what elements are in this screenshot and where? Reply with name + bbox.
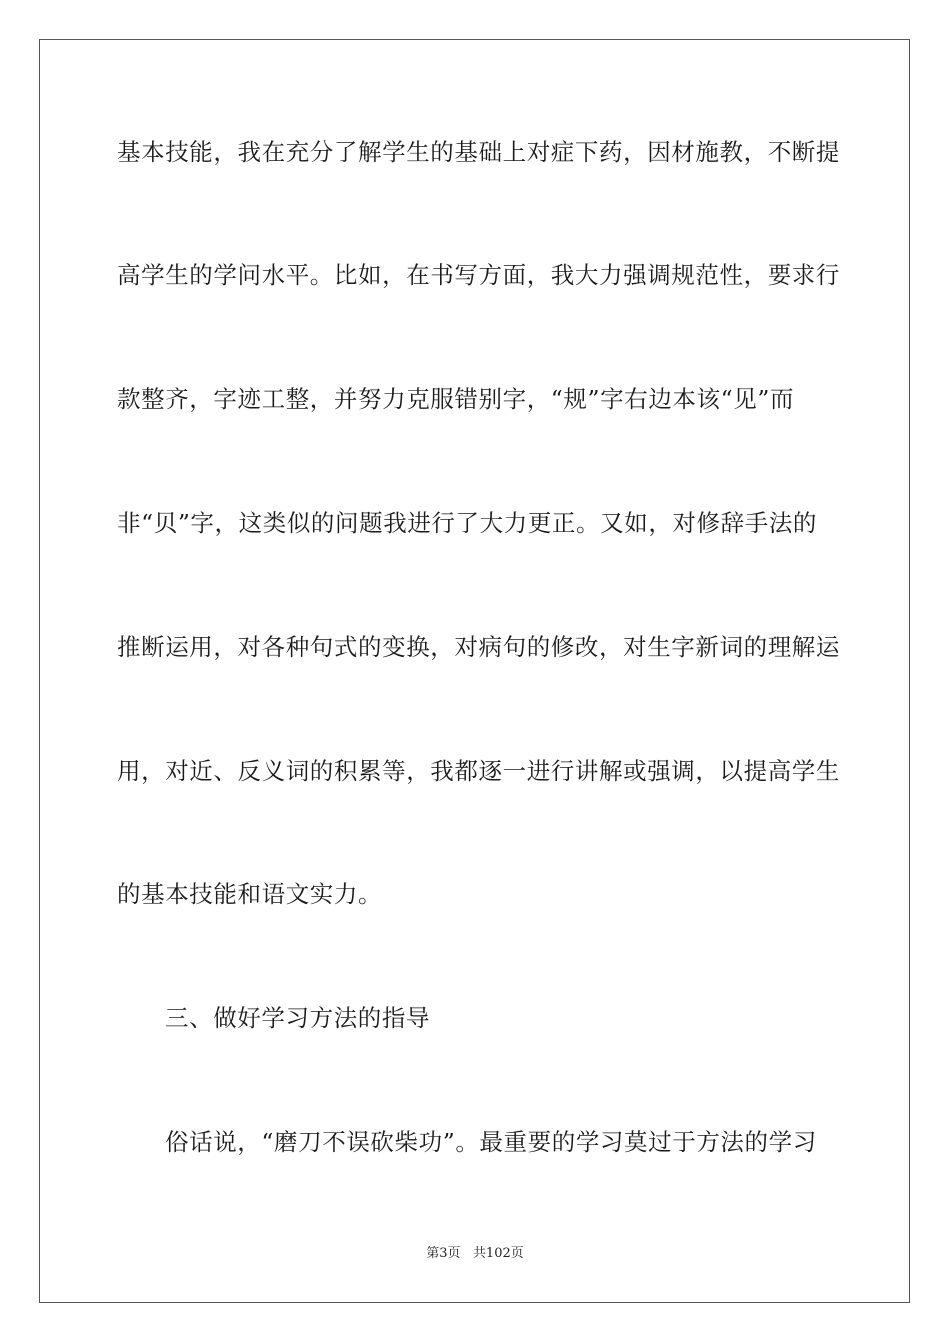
section-heading: 三、做好学习方法的指导 bbox=[165, 1004, 431, 1032]
body-text-line: 的基本技能和语文实力。 bbox=[117, 880, 383, 908]
page-border bbox=[39, 39, 910, 1303]
page-number: 第3页 bbox=[426, 1246, 461, 1261]
body-text-line: 推断运用，对各种句式的变换，对病句的修改，对生字新词的理解运 bbox=[117, 633, 840, 661]
body-text-line: 用，对近、反义词的积累等，我都逐一进行讲解或强调，以提高学生 bbox=[117, 757, 840, 785]
body-text-line: 高学生的学问水平。比如，在书写方面，我大力强调规范性，要求行 bbox=[117, 261, 840, 289]
body-text-line: 基本技能，我在充分了解学生的基础上对症下药，因材施教，不断提 bbox=[117, 138, 840, 166]
page-footer bbox=[0, 1246, 950, 1262]
paragraph-first-line: 俗话说，“磨刀不误砍柴功”。最重要的学习莫过于方法的学习 bbox=[165, 1128, 817, 1156]
body-text-line: 款整齐，字迹工整，并努力克服错别字，“规”字右边本该“见”而 bbox=[117, 385, 795, 413]
page-total: 共102页 bbox=[472, 1246, 524, 1261]
body-text-line: 非“贝”字，这类似的问题我进行了大力更正。又如，对修辞手法的 bbox=[117, 509, 818, 537]
